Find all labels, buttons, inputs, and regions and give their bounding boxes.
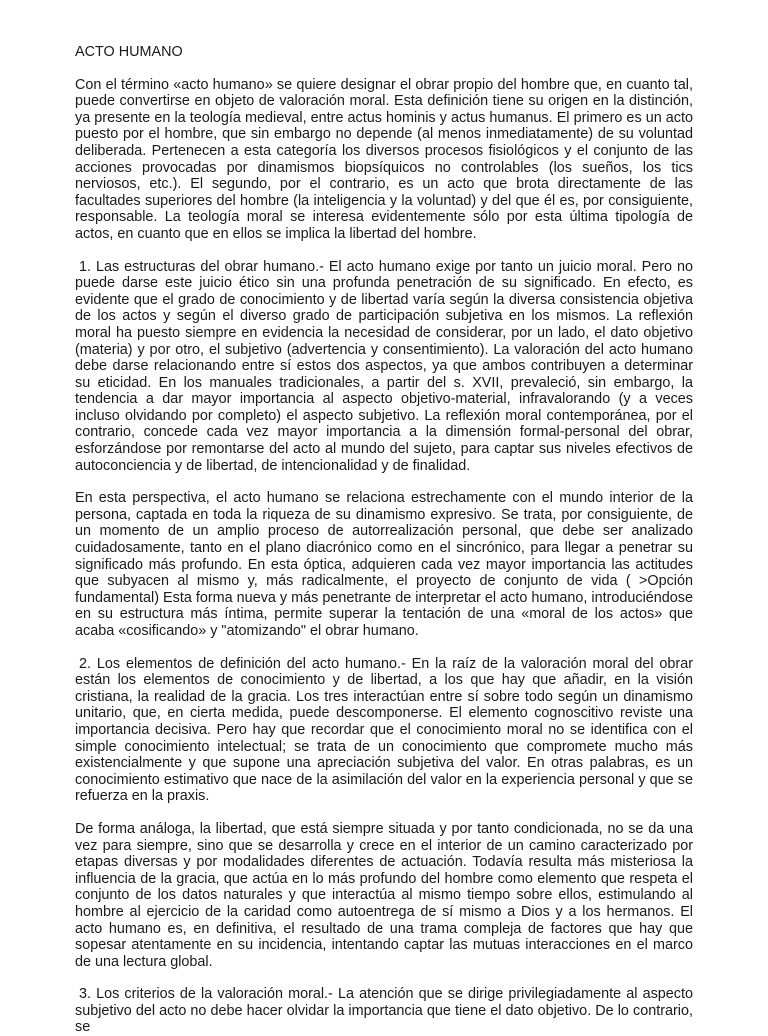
paragraph-section-2: 2. Los elementos de definición del acto humano.- En la raíz de la valoración moral del obrar están los elementos de conocimiento y de libertad, a los que hay que añadir, en la visión cristiana, la realidad de la gracia. Los tres interactúan entre sí sobre todo según un dinamismo unitario, que, en cierta medida, puede descomponerse. El elemento cognoscitivo reviste una importancia decisiva. Pero hay que recordar que el conocimiento moral no se identifica con el simple conocimiento intelectual; se trata de un conocimiento que compromete mucho más existencialmente y que supone una apreciación subjetiva del valor. En otras palabras, es un conocimiento estimativo que nace de la asimilación del valor en la experiencia personal y que se refuerza en la praxis.: [75, 655, 693, 805]
paragraph-freedom: De forma análoga, la libertad, que está siempre situada y por tanto condicionada, no se da una vez para siempre, sino que se desarrolla y crece en el interior de un camino caracterizado por etapas diversas y por modalidades diferentes de actuación. Todavía resulta más misteriosa la influencia de la gracia, que actúa en lo más profundo del hombre como elemento que respeta el conjunto de los datos naturales y que interactúa al mismo tiempo sobre ellos, estimulando al hombre al ejercicio de la caridad como autoentrega de sí mismo a Dios y a los hermanos. El acto humano es, en definitiva, el resultado de una trama compleja de factores que hay que sopesar atentamente en su incidencia, intentando captar las mutuas interacciones en el marco de una lectura global.: [75, 820, 693, 970]
paragraph-section-1: 1. Las estructuras del obrar humano.- El acto humano exige por tanto un juicio moral. Pero no puede darse este juicio ético sin una profunda penetración de su significado. En efecto, es evidente que el grado de conocimiento y de libertad varía según la diversa consistencia objetiva de los actos y según el diverso grado de participación subjetiva en los mismos. La reflexión moral ha puesto siempre en evidencia la necesidad de considerar, por un lado, el dato objetivo (materia) y por otro, el subjetivo (advertencia y consentimiento). La valoración del acto humano debe darse relacionando entre sí estos dos aspectos, ya que ambos contribuyen a determinar su eticidad. En los manuales tradicionales, a partir del s. XVII, prevaleció, sin embargo, la tendencia a dar mayor importancia al aspecto objetivo-material, infravalorando (y a veces incluso olvidando por completo) el aspecto subjetivo. La reflexión moral contemporánea, por el contrario, concede cada vez mayor importancia a la dimensión formal-personal del obrar, esforzándose por remontarse del acto al mundo del sujeto, para captar sus niveles efectivos de autoconciencia y de libertad, de intencionalidad y de finalidad.: [75, 258, 693, 474]
paragraph-section-3: 3. Los criterios de la valoración moral.- La atención que se dirige privilegiadamente al aspecto subjetivo del acto no debe hacer olvidar la importancia que tiene el dato objetivo. De lo contrario, se: [75, 986, 693, 1036]
document-title: ACTO HUMANO: [75, 44, 183, 60]
document-page: [75, 44, 693, 1036]
paragraph-perspective: En esta perspectiva, el acto humano se relaciona estrechamente con el mundo interior de la persona, captada en toda la riqueza de su dinamismo expresivo. Se trata, por consiguiente, de un momento de un amplio proceso de autorrealización personal, que debe ser analizado cuidadosamente, tanto en el plano diacrónico como en el sincrónico, para llegar a penetrar su significado más profundo. En esta óptica, adquieren cada vez mayor importancia las actitudes que subyacen al mismo y, más radicalmente, el proyecto de conjunto de vida ( >Opción fundamental) Esta forma nueva y más penetrante de interpretar el acto humano, introduciéndose en su estructura más íntima, permite superar la tentación de una «moral de los actos» que acaba «cosificando» y "atomizando" el obrar humano.: [75, 490, 693, 639]
paragraph-intro: Con el término «acto humano» se quiere designar el obrar propio del hombre que, en cuanto tal, puede convertirse en objeto de valoración moral. Esta definición tiene su origen en la distinción, ya presente en la teología medieval, entre actus hominis y actus humanus. El primero es un acto puesto por el hombre, que sin embargo no depende (al menos inmediatamente) de su voluntad deliberada. Pertenecen a esta categoría los diversos procesos fisiológicos y el conjunto de las acciones provocadas por dinamismos biopsíquicos no controlables (los sueños, los tics nerviosos, etc.). El segundo, por el contrario, es un acto que brota directamente de las facultades superiores del hombre (la inteligencia y la voluntad) y del que él es, por consiguiente, responsable. La teología moral se interesa evidentemente sólo por esta última tipología de actos, en cuanto que en ellos se implica la libertad del hombre.: [75, 76, 693, 242]
